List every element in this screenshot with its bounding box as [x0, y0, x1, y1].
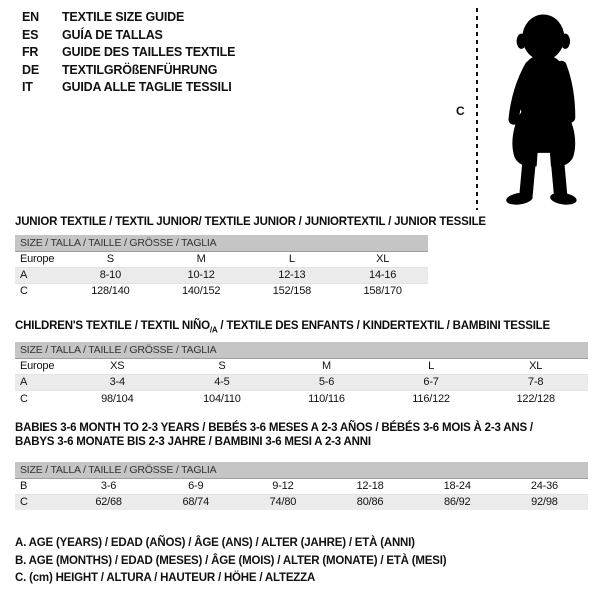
language-code: ES	[22, 27, 39, 42]
note-a: A. AGE (YEARS) / EDAD (AÑOS) / ÂGE (ANS) / ALTER (JAHRE) / ETÀ (ANNI)	[15, 537, 415, 549]
table-row	[15, 494, 588, 510]
language-row	[22, 79, 235, 97]
note-b: B. AGE (MONTHS) / EDAD (MESES) / ÂGE (MOIS) / ALTER (MONATE) / ETÀ (MESI)	[15, 554, 447, 567]
language-code: FR	[22, 45, 39, 60]
cell: 3-4	[65, 374, 170, 390]
table-row	[15, 390, 588, 406]
cell: 3-6	[100, 480, 117, 492]
size-header-bar: SIZE / TALLA / TAILLE / GRÖSSE / TAGLIA	[15, 235, 428, 251]
size-header-bar: SIZE / TALLA / TAILLE / GRÖSSE / TAGLIA	[15, 462, 588, 478]
row-label: Europe	[20, 253, 55, 265]
cell: 6-9	[188, 480, 204, 492]
cell: 140/152	[181, 285, 221, 298]
cell: 158/170	[363, 285, 402, 298]
cell: 6-7	[379, 374, 484, 390]
title-line: BABIES 3-6 MONTH TO 2-3 YEARS / BEBÉS 3-6 MESES A 2-3 AÑOS / BÉBÉS 3-6 MOIS À 2-3 ANS /	[15, 422, 533, 434]
babies-size-table	[15, 462, 588, 510]
cell: L	[288, 253, 295, 265]
language-title: GUÍA DE TALLAS	[62, 27, 163, 42]
note-c: C. (cm) HEIGHT / ALTURA / HAUTEUR / HÖHE / ALTEZZA	[15, 572, 316, 584]
cell: M	[196, 253, 206, 265]
babies-textile-section	[15, 421, 588, 510]
cell: 12-13	[247, 267, 338, 283]
cell: 4-5	[170, 374, 275, 390]
cell: M	[322, 360, 331, 373]
cell: S	[218, 360, 226, 373]
junior-textile-section	[15, 216, 486, 299]
cell: 122/128	[516, 392, 555, 405]
cell: 152/158	[272, 285, 312, 298]
cell: 68/74	[152, 494, 239, 510]
height-measure-dashed-line	[476, 8, 478, 210]
title-text: CHILDREN'S TEXTILE / TEXTIL NIÑO	[15, 320, 210, 332]
row-label: C	[20, 285, 28, 298]
cell: 12-18	[356, 480, 384, 492]
table-row	[15, 283, 428, 299]
language-title: GUIDA ALLE TAGLIE TESSILI	[62, 80, 232, 95]
table-row	[15, 267, 428, 283]
table-row	[15, 251, 428, 267]
junior-table-title: JUNIOR TEXTILE / TEXTIL JUNIOR/ TEXTILE JUNIOR / JUNIORTEXTIL / JUNIOR TESSILE	[15, 216, 486, 228]
cell: 9-12	[272, 480, 294, 492]
title-line: BABYS 3-6 MONATE BIS 2-3 JAHRE / BAMBINI 3-6 MESI A 2-3 ANNI	[15, 436, 371, 448]
baby-silhouette-icon	[487, 8, 592, 210]
language-row	[22, 44, 235, 62]
cell: 98/104	[101, 392, 134, 405]
cell: XL	[376, 253, 390, 265]
cell: 104/110	[203, 392, 241, 405]
children-textile-section	[15, 320, 588, 406]
cell: 62/68	[65, 494, 152, 510]
cell: 86/92	[414, 494, 501, 510]
row-label: C	[15, 494, 65, 510]
cell: 80/86	[326, 494, 413, 510]
children-table-title	[15, 320, 588, 334]
language-row	[22, 62, 235, 80]
cell: S	[106, 253, 114, 265]
language-title: TEXTILE SIZE GUIDE	[62, 10, 185, 24]
table-row	[15, 478, 588, 494]
cell: 5-6	[274, 374, 379, 390]
cell: 7-8	[483, 374, 588, 390]
language-title: GUIDE DES TAILLES TEXTILE	[62, 45, 236, 60]
table-row	[15, 358, 588, 374]
size-header-bar: SIZE / TALLA / TAILLE / GRÖSSE / TAGLIA	[15, 342, 588, 358]
cell: 14-16	[337, 267, 428, 283]
title-text: / TEXTILE DES ENFANTS / KINDERTEXTIL / BAMBINI TESSILE	[217, 320, 550, 332]
row-label: A	[15, 267, 65, 283]
cell: 74/80	[239, 494, 326, 510]
junior-size-table	[15, 235, 428, 299]
cell: 10-12	[156, 267, 247, 283]
cell: XS	[110, 360, 125, 373]
cell: 92/98	[501, 494, 588, 510]
language-title: TEXTILGRÖßENFÜHRUNG	[62, 62, 218, 77]
cell: L	[428, 360, 435, 373]
row-label: B	[20, 480, 28, 492]
row-label: A	[15, 374, 65, 390]
language-code: DE	[22, 62, 39, 77]
language-row	[22, 27, 235, 45]
cell: XL	[529, 360, 543, 373]
cell: 116/122	[412, 392, 450, 405]
cell: 128/140	[91, 285, 130, 298]
cell: 110/116	[308, 392, 345, 405]
language-code: IT	[22, 80, 33, 95]
cell: 24-36	[530, 480, 558, 492]
title-subscript: /A	[209, 325, 218, 335]
legend-notes	[15, 535, 446, 588]
cell: 8-10	[65, 267, 156, 283]
babies-table-title	[15, 421, 588, 449]
height-measure-label: C	[456, 104, 465, 118]
row-label: Europe	[20, 360, 55, 373]
children-size-table	[15, 342, 588, 406]
language-row	[22, 9, 235, 27]
cell: 18-24	[443, 480, 471, 492]
language-list	[22, 9, 235, 97]
table-row	[15, 374, 588, 390]
language-code: EN	[22, 10, 39, 24]
row-label: C	[20, 392, 28, 405]
